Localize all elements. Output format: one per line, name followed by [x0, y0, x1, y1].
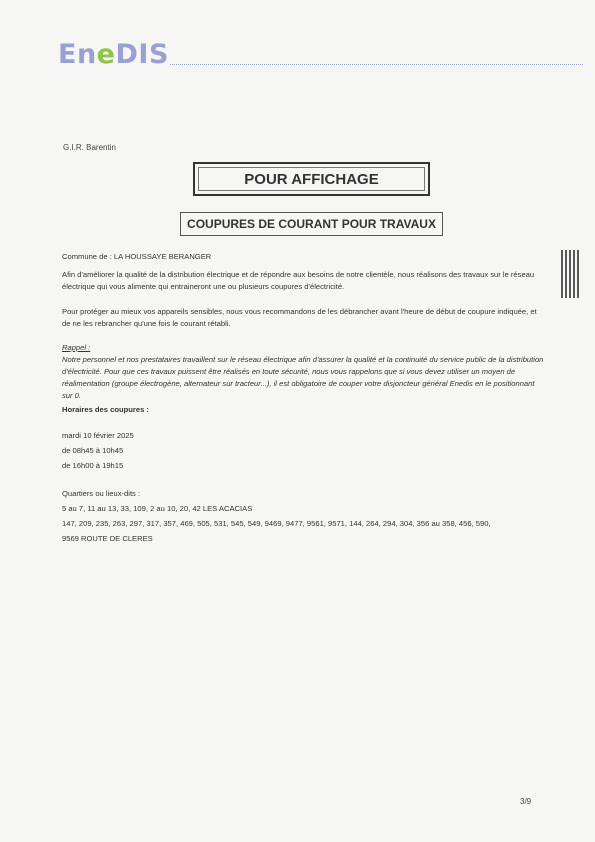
horaires-label: Horaires des coupures : [62, 405, 149, 414]
time-slot-1: de 08h45 à 10h45 [62, 446, 124, 455]
agency-name: G.I.R. Barentin [63, 143, 116, 152]
rappel-block [62, 342, 547, 402]
quartiers-label: Quartiers ou lieux-dits : [62, 489, 141, 498]
protection-paragraph: Pour protéger au mieux vos appareils sensibles, nous vous recommandons de les débrancher avant l'heure de début de coupure indiquée, et de ne les rebrancher qu'une fois le courant rétabli. [62, 307, 537, 328]
commune-line: Commune de : LA HOUSSAYE BERANGER [62, 252, 212, 261]
quartiers-line-3: 9569 ROUTE DE CLERES [62, 534, 153, 543]
quartiers-line-2: 147, 209, 235, 263, 297, 317, 357, 469, 505, 531, 545, 549, 9469, 9477, 9561, 9571, 144, 264, 294, 304, 356 au 358, 456, 590, [62, 519, 491, 528]
header-rule [170, 64, 583, 65]
qr-code [561, 250, 579, 298]
subtitle-text: COUPURES DE COURANT POUR TRAVAUX [187, 217, 436, 231]
rappel-text: Notre personnel et nos prestataires travaillent sur le réseau électrique afin d'assurer la qualité et la continuité du service public de la distribution d'électricité. Pour que ces travaux puissent être réalisés en toute sécurité, nous vous rappelons que si vous devez utiliser un moyen de réalimentation (groupe électrogène, alternateur sur tracteur...), il est obligatoire de couper votre disjoncteur général Enedis en le positionnant sur 0. [62, 355, 544, 400]
title-box [193, 162, 430, 196]
logo-part-en: En [58, 39, 97, 70]
subtitle-box [180, 212, 443, 236]
enedis-logo [58, 40, 169, 70]
page-number: 3/9 [520, 797, 532, 806]
title-text: POUR AFFICHAGE [244, 170, 379, 188]
intro-paragraph: Afin d'améliorer la qualité de la distribution électrique et de répondre aux besoins de notre clientèle, nous réalisons des travaux sur le réseau électrique qui vous alimente qui entraineront une ou plusieurs coupures d'électricité. [62, 270, 535, 291]
outage-date: mardi 10 février 2025 [62, 431, 134, 440]
logo-part-dis: DIS [115, 39, 169, 70]
quartiers-line-1: 5 au 7, 11 au 13, 33, 109, 2 au 10, 20, 42 LES ACACIAS [62, 504, 253, 513]
time-slot-2: de 16h00 à 19h15 [62, 461, 124, 470]
logo-part-e: e [96, 39, 116, 70]
rappel-label: Rappel : [62, 343, 91, 352]
